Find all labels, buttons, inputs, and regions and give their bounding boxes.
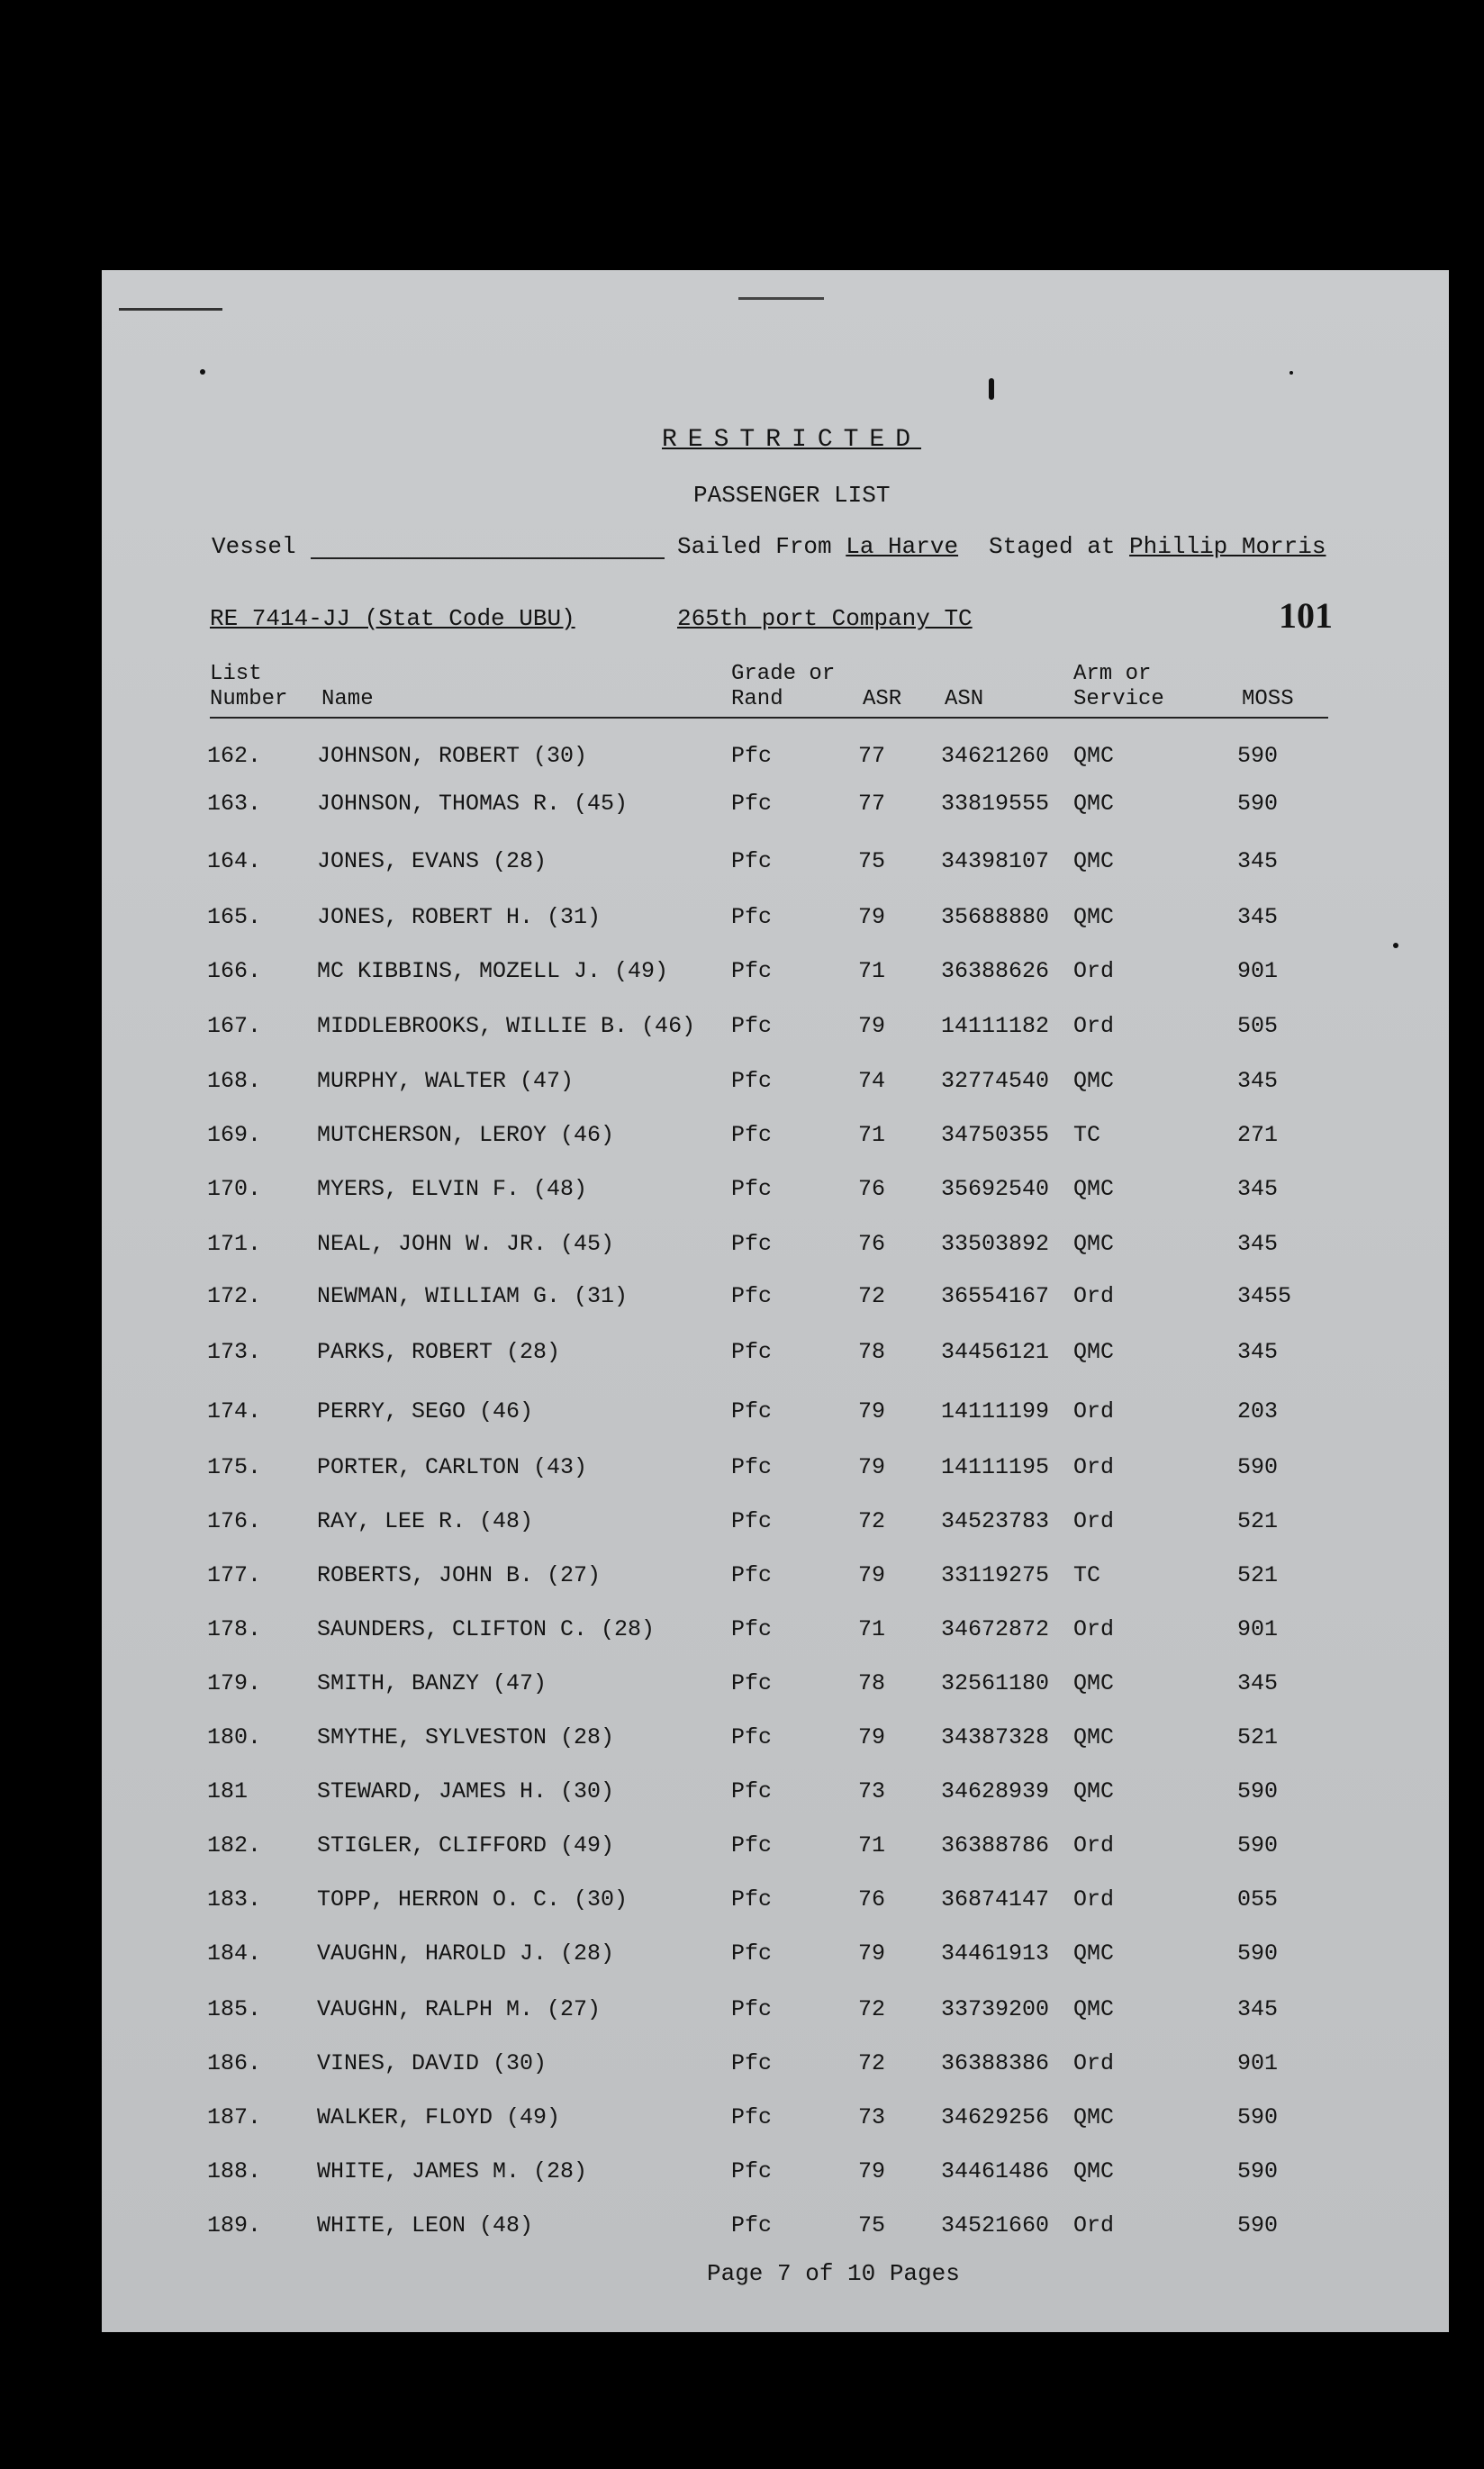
table-row: [0, 2050, 1484, 2086]
cell-passenger-name: VAUGHN, HAROLD J. (28): [317, 1940, 615, 1967]
cell-passenger-name: VINES, DAVID (30): [317, 2050, 547, 2076]
cell-moss: 3455: [1237, 1283, 1292, 1309]
cell-asr: 76: [858, 1231, 886, 1257]
table-row: [0, 1231, 1484, 1267]
cell-moss: 345: [1237, 1670, 1279, 1696]
cell-asr: 79: [858, 1013, 886, 1039]
cell-arm-service: QMC: [1073, 904, 1115, 930]
cell-asr: 71: [858, 1832, 886, 1859]
table-row: [0, 958, 1484, 994]
cell-arm-service: QMC: [1073, 1231, 1115, 1257]
cell-asn: 34621260: [941, 743, 1050, 769]
table-row: [0, 1562, 1484, 1598]
cell-asr: 78: [858, 1670, 886, 1696]
cell-asr: 72: [858, 2050, 886, 2076]
cell-grade: Pfc: [731, 1283, 773, 1309]
table-row: [0, 1832, 1484, 1868]
cell-asr: 71: [858, 1616, 886, 1642]
cell-moss: 590: [1237, 2104, 1279, 2130]
table-row: [0, 1996, 1484, 2032]
cell-moss: 590: [1237, 791, 1279, 817]
cell-asr: 73: [858, 2104, 886, 2130]
table-row: [0, 1616, 1484, 1652]
cell-moss: 505: [1237, 1013, 1279, 1039]
cell-asr: 72: [858, 1996, 886, 2022]
cell-passenger-name: RAY, LEE R. (48): [317, 1508, 534, 1534]
cell-list-number: 182.: [207, 1832, 262, 1859]
cell-passenger-name: STIGLER, CLIFFORD (49): [317, 1832, 615, 1859]
cell-moss: 345: [1237, 1231, 1279, 1257]
reference-code: RE 7414-JJ (Stat Code UBU): [210, 605, 575, 632]
table-row: [0, 1339, 1484, 1375]
cell-asn: 34523783: [941, 1508, 1050, 1534]
cell-asn: 36388626: [941, 958, 1050, 984]
cell-arm-service: Ord: [1073, 1508, 1115, 1534]
cell-asn: 33739200: [941, 1996, 1050, 2022]
cell-list-number: 179.: [207, 1670, 262, 1696]
cell-passenger-name: MURPHY, WALTER (47): [317, 1068, 575, 1094]
cell-grade: Pfc: [731, 1778, 773, 1804]
cell-arm-service: Ord: [1073, 1283, 1115, 1309]
cell-grade: Pfc: [731, 2212, 773, 2238]
header-arm-service: [1073, 662, 1164, 712]
cell-asr: 77: [858, 791, 886, 817]
header-asr: ASR: [863, 687, 902, 711]
cell-list-number: 180.: [207, 1724, 262, 1750]
table-row: [0, 1068, 1484, 1104]
vessel-blank-line: [311, 557, 665, 559]
cell-grade: Pfc: [731, 1398, 773, 1424]
cell-grade: Pfc: [731, 904, 773, 930]
cell-moss: 901: [1237, 1616, 1279, 1642]
cell-arm-service: TC: [1073, 1562, 1101, 1588]
header-grade-line1: Grade or: [731, 662, 836, 686]
cell-arm-service: QMC: [1073, 743, 1115, 769]
cell-asr: 74: [858, 1068, 886, 1094]
cell-asn: 36388386: [941, 2050, 1050, 2076]
cell-asr: 79: [858, 2158, 886, 2184]
cell-moss: 590: [1237, 1940, 1279, 1967]
cell-arm-service: Ord: [1073, 1886, 1115, 1913]
header-list-number: [210, 662, 287, 712]
cell-moss: 345: [1237, 904, 1279, 930]
table-row: [0, 1778, 1484, 1814]
cell-asr: 79: [858, 1724, 886, 1750]
cell-asr: 79: [858, 1454, 886, 1480]
cell-moss: 590: [1237, 2158, 1279, 2184]
cell-passenger-name: SAUNDERS, CLIFTON C. (28): [317, 1616, 656, 1642]
cell-passenger-name: MIDDLEBROOKS, WILLIE B. (46): [317, 1013, 696, 1039]
table-row: [0, 791, 1484, 827]
cell-asr: 72: [858, 1508, 886, 1534]
cell-arm-service: QMC: [1073, 1068, 1115, 1094]
cell-grade: Pfc: [731, 743, 773, 769]
cell-asn: 34629256: [941, 2104, 1050, 2130]
cell-moss: 521: [1237, 1562, 1279, 1588]
cell-grade: Pfc: [731, 1996, 773, 2022]
cell-list-number: 175.: [207, 1454, 262, 1480]
sailed-from: [677, 533, 958, 560]
header-grade-line2: Rand: [731, 687, 783, 711]
cell-list-number: 165.: [207, 904, 262, 930]
cell-passenger-name: WALKER, FLOYD (49): [317, 2104, 561, 2130]
paper-mark: [989, 378, 994, 400]
cell-asn: 34456121: [941, 1339, 1050, 1365]
table-row: [0, 743, 1484, 779]
cell-arm-service: QMC: [1073, 1996, 1115, 2022]
cell-asr: 79: [858, 1940, 886, 1967]
company-name: 265th port Company TC: [677, 605, 973, 632]
cell-grade: Pfc: [731, 1886, 773, 1913]
cell-arm-service: Ord: [1073, 1832, 1115, 1859]
cell-moss: 203: [1237, 1398, 1279, 1424]
header-list-number-line1: List: [210, 662, 262, 686]
cell-passenger-name: STEWARD, JAMES H. (30): [317, 1778, 615, 1804]
cell-moss: 345: [1237, 1068, 1279, 1094]
cell-grade: Pfc: [731, 791, 773, 817]
cell-asr: 75: [858, 848, 886, 874]
cell-list-number: 173.: [207, 1339, 262, 1365]
cell-moss: 521: [1237, 1508, 1279, 1534]
table-row: [0, 1454, 1484, 1490]
cell-grade: Pfc: [731, 2104, 773, 2130]
header-list-number-line2: Number: [210, 687, 288, 711]
cell-moss: 345: [1237, 1996, 1279, 2022]
cell-arm-service: Ord: [1073, 1398, 1115, 1424]
header-underline: [210, 717, 1328, 719]
cell-passenger-name: PORTER, CARLTON (43): [317, 1454, 588, 1480]
staged-at: [989, 533, 1326, 560]
cell-list-number: 163.: [207, 791, 262, 817]
cell-asr: 78: [858, 1339, 886, 1365]
page-footer: Page 7 of 10 Pages: [707, 2260, 960, 2287]
cell-arm-service: TC: [1073, 1122, 1101, 1148]
cell-arm-service: Ord: [1073, 1013, 1115, 1039]
staged-at-value: Phillip Morris: [1129, 533, 1326, 560]
cell-arm-service: QMC: [1073, 1724, 1115, 1750]
cell-arm-service: QMC: [1073, 1176, 1115, 1202]
cell-passenger-name: PERRY, SEGO (46): [317, 1398, 534, 1424]
header-asn: ASN: [945, 687, 984, 711]
sailed-from-label: Sailed From: [677, 533, 832, 560]
cell-asn: 34461486: [941, 2158, 1050, 2184]
cell-list-number: 166.: [207, 958, 262, 984]
cell-arm-service: Ord: [1073, 1616, 1115, 1642]
cell-list-number: 181: [207, 1778, 249, 1804]
cell-asn: 34398107: [941, 848, 1050, 874]
cell-grade: Pfc: [731, 1940, 773, 1967]
cell-list-number: 164.: [207, 848, 262, 874]
cell-grade: Pfc: [731, 1670, 773, 1696]
cell-arm-service: QMC: [1073, 2158, 1115, 2184]
cell-arm-service: QMC: [1073, 1339, 1115, 1365]
cell-moss: 590: [1237, 1778, 1279, 1804]
table-row: [0, 1508, 1484, 1544]
page-title: PASSENGER LIST: [693, 482, 891, 509]
header-grade: [731, 662, 835, 712]
cell-asn: 34461913: [941, 1940, 1050, 1967]
cell-arm-service: Ord: [1073, 958, 1115, 984]
paper-mark: [1393, 943, 1398, 948]
cell-asn: 36874147: [941, 1886, 1050, 1913]
cell-asn: 36388786: [941, 1832, 1050, 1859]
cell-grade: Pfc: [731, 848, 773, 874]
cell-list-number: 169.: [207, 1122, 262, 1148]
cell-grade: Pfc: [731, 1339, 773, 1365]
cell-passenger-name: SMYTHE, SYLVESTON (28): [317, 1724, 615, 1750]
cell-moss: 590: [1237, 2212, 1279, 2238]
paper-mark: [200, 369, 205, 375]
cell-grade: Pfc: [731, 1724, 773, 1750]
cell-grade: Pfc: [731, 2050, 773, 2076]
cell-passenger-name: MC KIBBINS, MOZELL J. (49): [317, 958, 669, 984]
cell-list-number: 168.: [207, 1068, 262, 1094]
paper-mark: [119, 308, 222, 311]
cell-passenger-name: ROBERTS, JOHN B. (27): [317, 1562, 602, 1588]
cell-moss: 271: [1237, 1122, 1279, 1148]
cell-asr: 72: [858, 1283, 886, 1309]
cell-arm-service: QMC: [1073, 1778, 1115, 1804]
cell-asr: 71: [858, 958, 886, 984]
cell-moss: 901: [1237, 958, 1279, 984]
cell-grade: Pfc: [731, 1454, 773, 1480]
header-arm-line2: Service: [1073, 687, 1164, 711]
table-row: [0, 848, 1484, 884]
cell-list-number: 167.: [207, 1013, 262, 1039]
cell-list-number: 186.: [207, 2050, 262, 2076]
cell-moss: 521: [1237, 1724, 1279, 1750]
cell-moss: 345: [1237, 848, 1279, 874]
cell-grade: Pfc: [731, 1068, 773, 1094]
cell-moss: 590: [1237, 1832, 1279, 1859]
header-name: Name: [321, 687, 374, 711]
cell-arm-service: QMC: [1073, 791, 1115, 817]
cell-list-number: 172.: [207, 1283, 262, 1309]
cell-asn: 33503892: [941, 1231, 1050, 1257]
cell-list-number: 189.: [207, 2212, 262, 2238]
cell-grade: Pfc: [731, 1508, 773, 1534]
cell-asn: 34521660: [941, 2212, 1050, 2238]
cell-arm-service: Ord: [1073, 2212, 1115, 2238]
staged-at-label: Staged at: [989, 533, 1116, 560]
cell-asn: 33119275: [941, 1562, 1050, 1588]
cell-asn: 14111182: [941, 1013, 1050, 1039]
cell-passenger-name: WHITE, JAMES M. (28): [317, 2158, 588, 2184]
sailed-from-value: La Harve: [846, 533, 959, 560]
cell-list-number: 176.: [207, 1508, 262, 1534]
cell-grade: Pfc: [731, 1176, 773, 1202]
cell-list-number: 185.: [207, 1996, 262, 2022]
cell-passenger-name: SMITH, BANZY (47): [317, 1670, 547, 1696]
restricted-stamp: RESTRICTED: [662, 426, 922, 454]
cell-list-number: 188.: [207, 2158, 262, 2184]
cell-passenger-name: NEAL, JOHN W. JR. (45): [317, 1231, 615, 1257]
cell-asn: 32774540: [941, 1068, 1050, 1094]
page-number: 101: [1279, 595, 1333, 636]
cell-grade: Pfc: [731, 1616, 773, 1642]
cell-list-number: 177.: [207, 1562, 262, 1588]
cell-asn: 34750355: [941, 1122, 1050, 1148]
cell-passenger-name: JOHNSON, ROBERT (30): [317, 743, 588, 769]
cell-passenger-name: JONES, ROBERT H. (31): [317, 904, 602, 930]
cell-passenger-name: VAUGHN, RALPH M. (27): [317, 1996, 602, 2022]
cell-grade: Pfc: [731, 1013, 773, 1039]
cell-list-number: 183.: [207, 1886, 262, 1913]
cell-list-number: 184.: [207, 1940, 262, 1967]
cell-asr: 79: [858, 904, 886, 930]
table-row: [0, 2104, 1484, 2140]
table-row: [0, 1176, 1484, 1212]
cell-asn: 14111195: [941, 1454, 1050, 1480]
table-row: [0, 1122, 1484, 1158]
table-row: [0, 1670, 1484, 1706]
cell-asr: 79: [858, 1398, 886, 1424]
cell-asn: 33819555: [941, 791, 1050, 817]
cell-list-number: 171.: [207, 1231, 262, 1257]
cell-asn: 35688880: [941, 904, 1050, 930]
cell-arm-service: Ord: [1073, 2050, 1115, 2076]
table-row: [0, 904, 1484, 940]
cell-grade: Pfc: [731, 1832, 773, 1859]
cell-moss: 055: [1237, 1886, 1279, 1913]
table-row: [0, 1013, 1484, 1049]
cell-arm-service: QMC: [1073, 2104, 1115, 2130]
cell-list-number: 162.: [207, 743, 262, 769]
cell-asr: 76: [858, 1886, 886, 1913]
table-row: [0, 2212, 1484, 2248]
cell-asn: 14111199: [941, 1398, 1050, 1424]
cell-passenger-name: WHITE, LEON (48): [317, 2212, 534, 2238]
cell-asn: 34387328: [941, 1724, 1050, 1750]
paper-mark: [1289, 371, 1293, 375]
cell-arm-service: Ord: [1073, 1454, 1115, 1480]
cell-asr: 76: [858, 1176, 886, 1202]
cell-grade: Pfc: [731, 1122, 773, 1148]
cell-asn: 32561180: [941, 1670, 1050, 1696]
cell-asn: 35692540: [941, 1176, 1050, 1202]
table-row: [0, 1940, 1484, 1976]
cell-list-number: 174.: [207, 1398, 262, 1424]
cell-list-number: 178.: [207, 1616, 262, 1642]
table-row: [0, 1886, 1484, 1922]
cell-passenger-name: MYERS, ELVIN F. (48): [317, 1176, 588, 1202]
table-row: [0, 1724, 1484, 1760]
cell-moss: 590: [1237, 743, 1279, 769]
cell-moss: 345: [1237, 1176, 1279, 1202]
table-row: [0, 2158, 1484, 2194]
cell-passenger-name: JONES, EVANS (28): [317, 848, 547, 874]
cell-passenger-name: JOHNSON, THOMAS R. (45): [317, 791, 629, 817]
cell-passenger-name: PARKS, ROBERT (28): [317, 1339, 561, 1365]
cell-asr: 79: [858, 1562, 886, 1588]
cell-grade: Pfc: [731, 2158, 773, 2184]
table-row: [0, 1283, 1484, 1319]
cell-asn: 34672872: [941, 1616, 1050, 1642]
cell-grade: Pfc: [731, 1231, 773, 1257]
cell-asn: 36554167: [941, 1283, 1050, 1309]
cell-arm-service: QMC: [1073, 1940, 1115, 1967]
cell-passenger-name: NEWMAN, WILLIAM G. (31): [317, 1283, 629, 1309]
cell-passenger-name: TOPP, HERRON O. C. (30): [317, 1886, 629, 1913]
vessel-label: Vessel: [212, 533, 296, 560]
cell-arm-service: QMC: [1073, 848, 1115, 874]
cell-asn: 34628939: [941, 1778, 1050, 1804]
cell-asr: 77: [858, 743, 886, 769]
header-arm-line1: Arm or: [1073, 662, 1152, 686]
table-row: [0, 1398, 1484, 1434]
cell-grade: Pfc: [731, 1562, 773, 1588]
cell-list-number: 170.: [207, 1176, 262, 1202]
cell-passenger-name: MUTCHERSON, LEROY (46): [317, 1122, 615, 1148]
cell-arm-service: QMC: [1073, 1670, 1115, 1696]
cell-moss: 901: [1237, 2050, 1279, 2076]
cell-asr: 75: [858, 2212, 886, 2238]
cell-asr: 73: [858, 1778, 886, 1804]
cell-moss: 590: [1237, 1454, 1279, 1480]
cell-moss: 345: [1237, 1339, 1279, 1365]
cell-list-number: 187.: [207, 2104, 262, 2130]
header-moss: MOSS: [1242, 687, 1294, 711]
paper-mark: [738, 297, 824, 300]
cell-asr: 71: [858, 1122, 886, 1148]
cell-grade: Pfc: [731, 958, 773, 984]
